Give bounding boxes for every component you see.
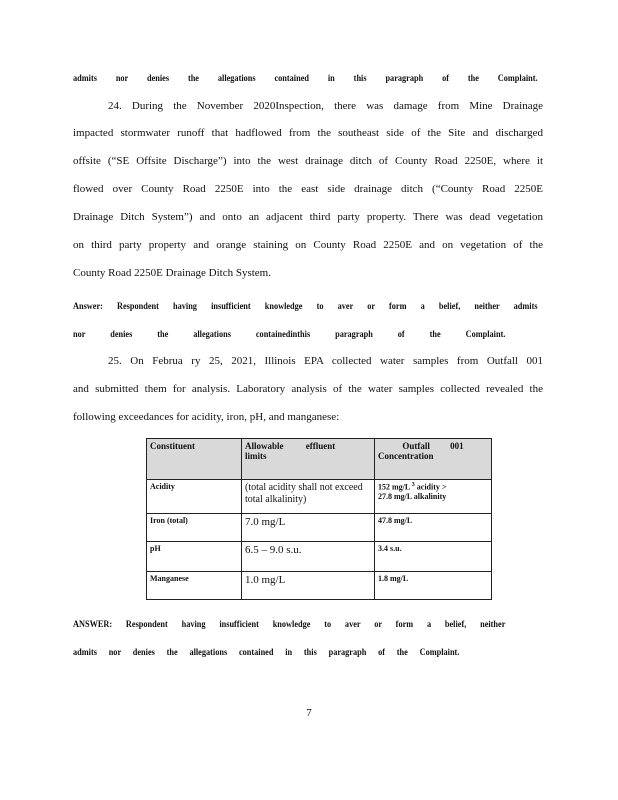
header-limits: Allowable effluent limits xyxy=(242,439,375,480)
row-value: 3.4 s.u. xyxy=(375,542,492,572)
row-value: 1.8 mg/L xyxy=(375,572,492,600)
table-row xyxy=(147,572,492,600)
table-row xyxy=(147,480,492,514)
answer-25-line-1: ANSWER: Respondent having insufficient knowledge to aver or form a belief, neither xyxy=(73,619,506,629)
row-value-a: 152 mg/L xyxy=(378,482,410,492)
paragraph-24-line-2: impacted stormwater runoff that hadflowed from the southeast side of the Site and discharged xyxy=(73,127,543,139)
answer-24-line-1: Answer: Respondent having insufficient knowledge to aver or form a belief, neither admits xyxy=(73,301,538,311)
row-limit: 6.5 – 9.0 s.u. xyxy=(242,542,375,572)
paragraph-25-line-1: 25. On Februa ry 25, 2021, Illinois EPA collected water samples from Outfall 001 xyxy=(108,355,543,367)
row-limit: (total acidity shall not exceed total alkalinity) xyxy=(242,480,375,514)
table-row xyxy=(147,542,492,572)
header-outfall-label: Outfall 001 xyxy=(402,441,464,451)
row-limit: 7.0 mg/L xyxy=(242,514,375,542)
header-concentration-label: Concentration xyxy=(378,451,434,461)
paragraph-24-line-7: County Road 2250E Drainage Ditch System. xyxy=(73,267,271,279)
paragraph-24-line-1: 24. During the November 2020Inspection, there was damage from Mine Drainage xyxy=(108,100,543,112)
paragraph-25-line-2: and submitted them for analysis. Laboratory analysis of the water samples collected revealed the xyxy=(73,383,543,395)
header-constituent: Constituent xyxy=(147,439,242,480)
paragraph-24-line-4: flowed over County Road 2250E into the east side drainage ditch (“County Road 2250E xyxy=(73,183,543,195)
paragraph-24-line-5: Drainage Ditch System”) and onto an adjacent third party property. There was dead vegetation xyxy=(73,211,543,223)
table-row xyxy=(147,514,492,542)
row-limit: 1.0 mg/L xyxy=(242,572,375,600)
paragraph-24-line-3: offsite (“SE Offsite Discharge”) into the west drainage ditch of County Road 2250E, where it xyxy=(73,155,543,167)
answer-23-continuation: admits nor denies the allegations contained in this paragraph of the Complaint. xyxy=(73,73,538,83)
table-header-row xyxy=(147,439,492,480)
paragraph-24-line-6: on third party property and orange staining on County Road 2250E and on vegetation of the xyxy=(73,239,543,251)
exceedance-table xyxy=(146,438,492,600)
row-constituent: Acidity xyxy=(147,480,242,514)
header-outfall xyxy=(375,439,492,480)
answer-24-line-2: nor denies the allegations containedinthis paragraph of the Complaint. xyxy=(73,329,506,339)
row-constituent: Manganese xyxy=(147,572,242,600)
row-constituent: pH xyxy=(147,542,242,572)
answer-25-line-2: admits nor denies the allegations contained in this paragraph of the Complaint. xyxy=(73,647,460,657)
page-number: 7 xyxy=(306,707,312,719)
row-value-c: 27.8 mg/L alkalinity xyxy=(378,491,447,501)
row-value-sup: 3 xyxy=(411,482,415,488)
row-value: 47.8 mg/L xyxy=(375,514,492,542)
row-value-b: acidity > xyxy=(416,482,447,492)
row-constituent: Iron (total) xyxy=(147,514,242,542)
paragraph-25-line-3: following exceedances for acidity, iron, pH, and manganese: xyxy=(73,411,340,423)
row-value xyxy=(375,480,492,514)
